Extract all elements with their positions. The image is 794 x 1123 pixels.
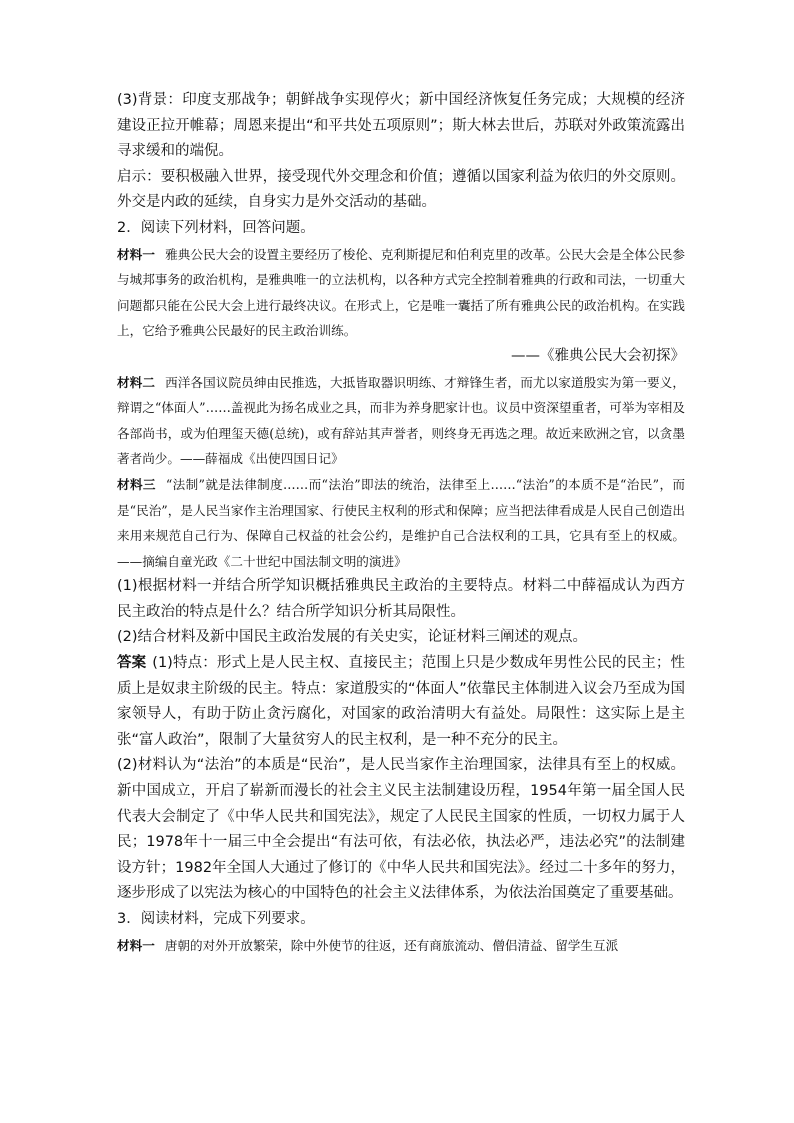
material-3 <box>117 472 685 574</box>
material-2 <box>117 370 685 472</box>
material-2-tag: 材料二 <box>117 374 156 390</box>
revelation-paragraph: 启示：要积极融入世界，接受现代外交理念和价值；遵循以国家利益为依归的外交原则。外交是内政的延续，自身实力是外交活动的基础。 <box>117 168 685 211</box>
material-1-text: 雅典公民大会的设置主要经历了梭伦、克利斯提尼和伯利克里的改革。公民大会是全体公民参与城邦事务的政治机构，是雅典唯一的立法机构，以各种方式完全控制着雅典的行政和司法，一切重大问题都只能在公民大会上进行最终决议。在形式上，它是唯一囊括了所有雅典公民的政治机构。在实践上，它给予雅典公民最好的民主政治训练。 <box>117 246 686 339</box>
question-2-heading: 2．阅读下列材料，回答问题。 <box>117 219 315 236</box>
material-1-tag: 材料一 <box>117 246 156 262</box>
material-2-text: 西洋各国议院员绅由民推选，大抵皆取器识明练、才辩锋生者，而尤以家道殷实为第一要义，辩谓之“体面人”……盖视此为扬名成业之具，而非为养身肥家计也。议员中资深望重者，可举为宰相及各部尚书，或为伯理玺天德(总统)，或有辞站其声誉者，则终身无再选之理。故近来欧洲之官，以贪墨著者尚少。——薛福成《出使四国日记》 <box>117 374 686 467</box>
question-2-part-1: (1)根据材料一并结合所学知识概括雅典民主政治的主要特点。材料二中薛福成认为西方民主政治的特点是什么？结合所学知识分析其局限性。 <box>117 578 685 620</box>
background-paragraph: (3)背景：印度支那战争；朝鲜战争实现停火；新中国经济恢复任务完成；大规模的经济建设正拉开帷幕；周恩来提出“和平共处五项原则”；斯大林去世后，苏联对外政策流露出寻求缓和的端倪。 <box>117 92 685 160</box>
answer-part-2: (2)材料认为“法治”的本质是“民治”，是人民当家作主治理国家，法律具有至上的权威。新中国成立，开启了崭新而漫长的社会主义民主法制建设历程，1954年第一届全国人民代表大会制定了《中华人民共和国宪法》，规定了人民民主国家的性质，一切权力属于人民；1978年十一届三中全会提出“有法可依，有法必依，执法必严，违法必究”的法制建设方针；1982年全国人大通过了修订的《中华人民共和国宪法》。经过二十多年的努力，逐步形成了以宪法为核心的中国特色的社会主义法律体系，为依法治国奠定了重要基础。 <box>117 757 685 902</box>
q3-material-1-text: 唐朝的对外开放繁荣，除中外使节的往返，还有商旅流动、僧侣清益、留学生互派 <box>164 937 619 953</box>
answer-1-text: (1)特点：形式上是人民主权、直接民主；范围上只是少数成年男性公民的民主；性质上是奴隶主阶级的民主。特点：家道殷实的“体面人”依靠民主体制进入议会乃至成为国家领导人，有助于防止贪污腐化，对国家的政治清明大有益处。局限性：这实际上是主张“富人政治”，限制了大量贫穷人的民主权利，是一种不充分的民主。 <box>117 655 686 748</box>
material-1 <box>117 242 685 344</box>
question-2-part-2: (2)结合材料及新中国民主政治发展的有关史实，论证材料三阐述的观点。 <box>117 629 588 646</box>
answer-part-1 <box>117 651 685 753</box>
answer-tag: 答案 <box>117 655 147 672</box>
q3-material-1 <box>117 933 685 959</box>
document-body <box>117 88 685 958</box>
q3-material-1-tag: 材料一 <box>117 937 155 953</box>
question-3-heading: 3．阅读材料，完成下列要求。 <box>117 911 315 927</box>
material-3-tag: 材料三 <box>117 476 156 492</box>
material-3-text: “法制”就是法律制度……而“法治”即法的统治，法律至上……“法治”的本质不是“治民”，而是“民治”，是人民当家作主治理国家、行使民主权利的形式和保障；应当把法律看成是人民自己创造出来用来规范自己行为、保障自己权益的社会公约，是维护自己合法权利的工具，它具有至上的权威。——摘编自童光政《二十世纪中国法制文明的演进》 <box>117 476 685 569</box>
material-1-source: ——《雅典公民大会初探》 <box>511 347 685 364</box>
